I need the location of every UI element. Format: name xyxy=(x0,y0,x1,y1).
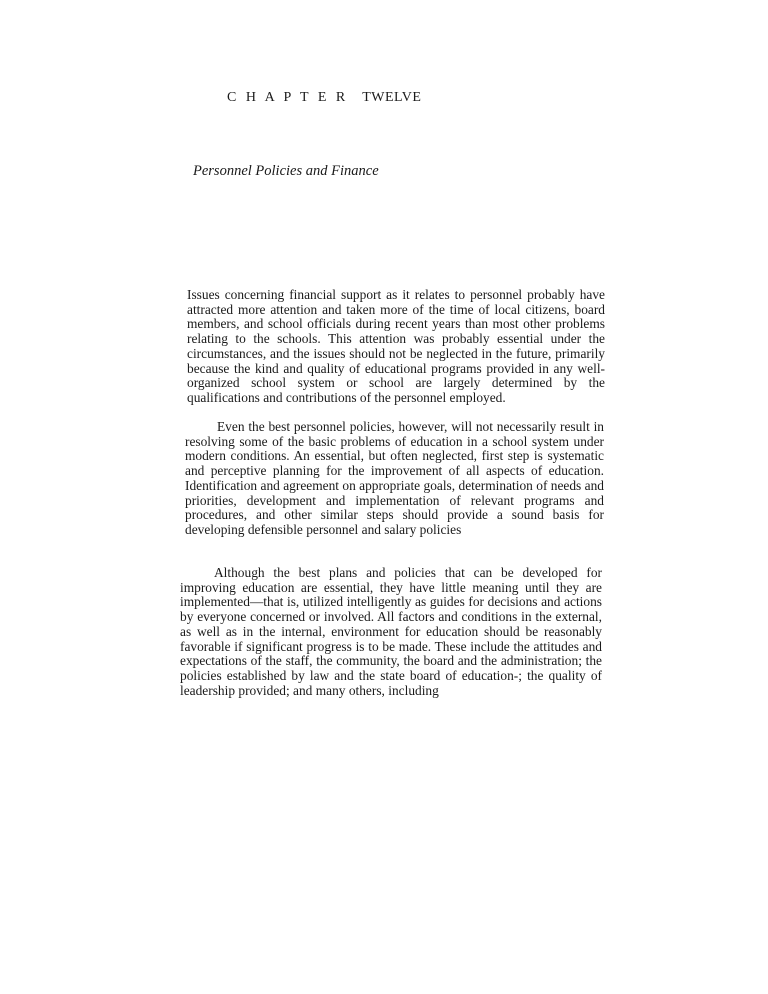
body-paragraph-2: Even the best personnel policies, however, will not necessarily result in resolving some of the basic problems of education in a school system under modern conditions. An essential, but often neglected, first step is systematic and perceptive planning for the improvement of all aspects of education. Identification and agreement on appropriate goals, determination of needs and priorities, development and implementation of relevant programs and procedures, and other similar steps should provide a sound basis for developing defensible personnel and salary policies xyxy=(185,419,604,537)
chapter-heading xyxy=(227,90,421,106)
body-paragraph-1: Issues concerning financial support as it relates to personnel probably have attracted more attention and taken more of the time of local citizens, board members, and school officials during recent years than most other problems relating to the schools. This attention was probably essential under the circumstances, and the issues should not be neglected in the future, primarily because the kind and quality of educational programs provided in any well-organized school system or school are largely determined by the qualifications and contributions of the personnel employed. xyxy=(187,287,605,405)
body-paragraph-3: Although the best plans and policies that can be developed for improving education are essential, they have little meaning until they are implemented—that is, utilized intelligently as guides for decisions and actions by everyone concerned or involved. All factors and conditions in the external, as well as in the internal, environment for education should be reasonably favorable if significant progress is to be made. These include the attitudes and expectations of the staff, the community, the board and the administration; the policies established by law and the state board of education-; the quality of leadership provided; and many others, including xyxy=(180,565,602,698)
chapter-number: TWELVE xyxy=(362,90,422,105)
chapter-label: C H A P T E R xyxy=(227,90,349,105)
chapter-title: Personnel Policies and Finance xyxy=(193,163,379,179)
